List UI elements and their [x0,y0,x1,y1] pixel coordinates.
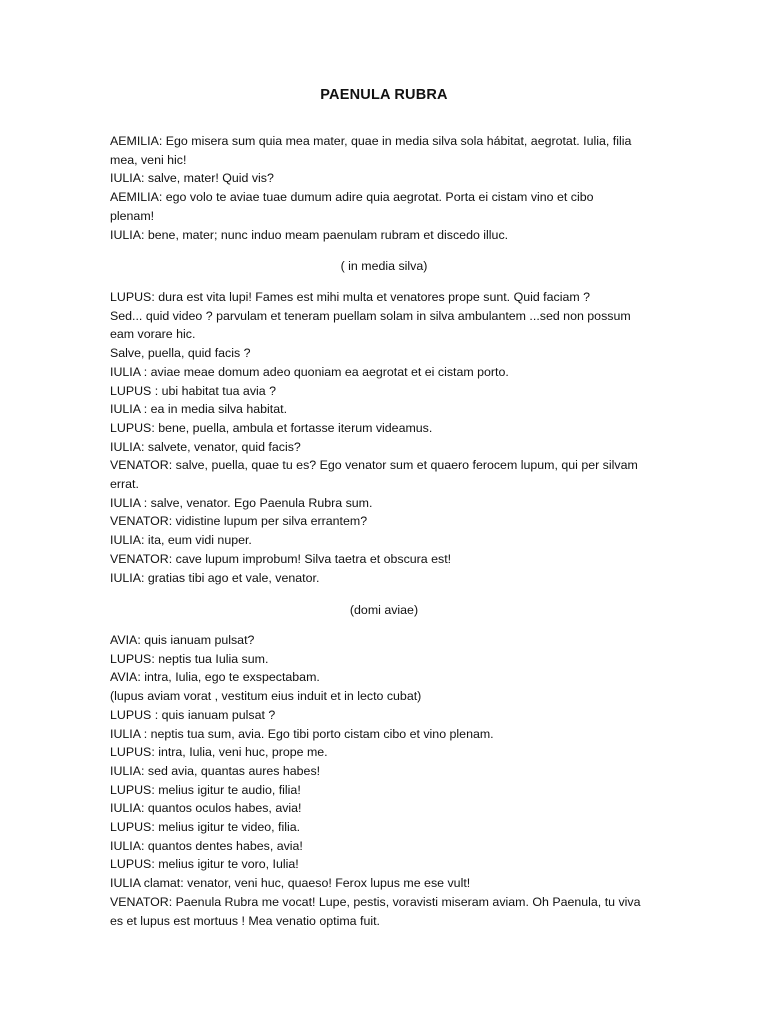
dialogue-line: LUPUS: neptis tua Iulia sum. [110,651,269,666]
dialogue-line: IULIA clamat: venator, veni huc, quaeso! Ferox lupus me ese vult! [110,876,471,891]
dialogue-line: IULIA: bene, mater; nunc induo meam paenulam rubram et discedo illuc. [110,227,509,242]
stage-direction-forest: ( in media silva) [340,259,428,273]
dialogue-line: (lupus aviam vorat , vestitum eius induit et in lecto cubat) [110,689,422,704]
dialogue-line: errat. [110,477,139,492]
dialogue-line: AEMILIA: Ego misera sum quia mea mater, quae in media silva sola hábitat, aegrotat. Iulia, filia [110,134,632,148]
dialogue-line: AVIA: intra, Iulia, ego te exspectabam. [110,670,320,685]
scene-1-dialogue [110,132,658,244]
dialogue-line: IULIA: gratias tibi ago et vale, venator. [110,570,320,585]
dialogue-line: IULIA : ea in media silva habitat. [110,402,288,417]
dialogue-line: LUPUS : quis ianuam pulsat ? [110,707,276,722]
dialogue-line: es et lupus est mortuus ! Mea venatio optima fuit. [110,913,380,928]
dialogue-line: LUPUS: intra, Iulia, veni huc, prope me. [110,745,328,760]
dialogue-line: LUPUS: dura est vita lupi! Fames est mihi multa et venatores prope sunt. Quid faciam ? [110,290,591,304]
dialogue-line: IULIA: salve, mater! Quid vis? [110,171,274,186]
dialogue-line: VENATOR: cave lupum improbum! Silva taetra et obscura est! [110,551,452,566]
dialogue-line: plenam! [110,208,155,223]
stage-direction-grandmother-house: (domi aviae) [349,603,419,617]
dialogue-line: VENATOR: salve, puella, quae tu es? Ego venator sum et quaero ferocem lupum, qui per silvam [110,458,638,473]
dialogue-line: IULIA: quantos oculos habes, avia! [110,801,302,816]
dialogue-line: AVIA: quis ianuam pulsat? [110,633,255,647]
dialogue-line: LUPUS: melius igitur te audio, filia! [110,782,301,797]
dialogue-line: eam vorare hic. [110,327,196,342]
dialogue-line: IULIA : aviae meae domum adeo quoniam ea aegrotat et ei cistam porto. [110,364,509,379]
dialogue-line: IULIA: ita, eum vidi nuper. [110,533,252,548]
dialogue-line: LUPUS: melius igitur te video, filia. [110,820,301,835]
dialogue-line: Salve, puella, quid facis ? [110,346,251,361]
dialogue-line: LUPUS: melius igitur te voro, Iulia! [110,857,299,872]
document-title: PAENULA RUBRA [320,87,448,103]
scene-3-dialogue [110,631,658,930]
dialogue-line: VENATOR: vidistine lupum per silva errantem? [110,514,368,529]
dialogue-line: Sed... quid video ? parvulam et teneram puellam solam in silva ambulantem ...sed non possum [110,308,631,323]
dialogue-line: mea, veni hic! [110,152,187,167]
dialogue-line: LUPUS : ubi habitat tua avia ? [110,383,276,398]
scene-2-dialogue [110,288,658,587]
dialogue-line: IULIA: sed avia, quantas aures habes! [110,763,321,778]
dialogue-line: IULIA : neptis tua sum, avia. Ego tibi porto cistam cibo et vino plenam. [110,726,494,741]
dialogue-line: IULIA : salve, venator. Ego Paenula Rubra sum. [110,495,373,510]
dialogue-line: LUPUS: bene, puella, ambula et fortasse iterum videamus. [110,420,433,435]
dialogue-line: AEMILIA: ego volo te aviae tuae dumum adire quia aegrotat. Porta ei cistam vino et cibo [110,190,594,205]
dialogue-line: IULIA: quantos dentes habes, avia! [110,838,303,853]
dialogue-line: VENATOR: Paenula Rubra me vocat! Lupe, pestis, voravisti miseram aviam. Oh Paenula, tu viva [110,894,641,909]
dialogue-line: IULIA: salvete, venator, quid facis? [110,439,301,454]
